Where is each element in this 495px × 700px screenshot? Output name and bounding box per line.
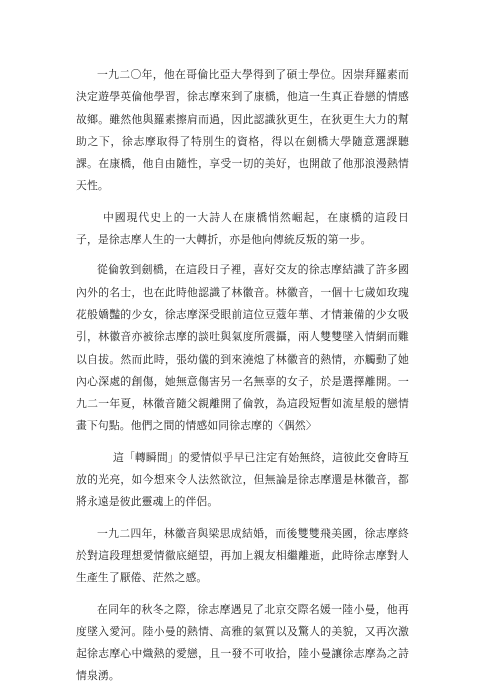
paragraph-turning-point: 中國現代史上的一大詩人在康橋悄然崛起，在康橋的這段日子，是徐志摩人生的一大轉折，亦是他向傳統反叛的第一步。: [76, 210, 409, 247]
paragraph-columbia-cambridge: 一九二〇年，他在哥倫比亞大學得到了碩士學位。因崇拜羅素而決定遊學英倫他學習，徐志摩來到了康橋，他這一生真正眷戀的情感故鄉。雖然他與羅素擦肩而過，因此認識狄更生，在狄更生大力的幫助之下，徐志摩取得了特別生的資格，得以在劍橋大學隨意選課聽課。在康橋，他自由隨性，享受一切的美好，也開啟了他那浪漫熱情天性。: [76, 68, 409, 193]
document-body: [76, 64, 409, 688]
paragraph-lin-huiyin: 從倫敦到劍橋，在這段日子裡，喜好交友的徐志摩結識了許多國內外的名士，也在此時他認識了林徽音。林徽音，一個十七歲如玫瑰花般嬌豔的少女，徐志摩深受眼前這位豆蔻年華、才情兼備的少女吸引，林徽音亦被徐志摩的談吐與氣度所震攝，兩人雙雙墜入情網而難以自拔。然而此時，張幼儀的到來澆熄了林徽音的熱情，亦觸動了她內心深處的創傷，她無意傷害另一名無辜的女子，於是選擇離開。一九二一年夏，林徽音隨父親離開了倫敦，為這段短暫如流星般的戀情畫下句點。他們之間的情感如同徐志摩的〈偶然〉: [76, 263, 409, 433]
paragraph-1924: 一九二四年，林徽音與梁思成結婚，而後雙雙飛美國，徐志摩終於對這段理想愛情徹底絕望，再加上親友相繼離逝，此時徐志摩對人生產生了厭倦、茫然之感。: [76, 526, 409, 585]
paragraph-lu-xiaoman: 在同年的秋冬之際，徐志摩遇見了北京交際名媛一陸小曼，他再度墜入愛河。陸小曼的熱情、高雅的氣質以及驚人的美貌，又再次激起徐志摩心中熾熱的愛戀，且一發不可收拾，陸小曼讓徐志摩為之詩情泉湧。: [76, 602, 409, 683]
paragraph-fleeting-love: 這「轉瞬間」的愛情似乎早已注定有始無終，這彼此交會時互放的光亮，如今想來令人法然欲泣，但無論是徐志摩還是林徽音，都將永遠是彼此靈魂上的伴侶。: [76, 450, 409, 509]
